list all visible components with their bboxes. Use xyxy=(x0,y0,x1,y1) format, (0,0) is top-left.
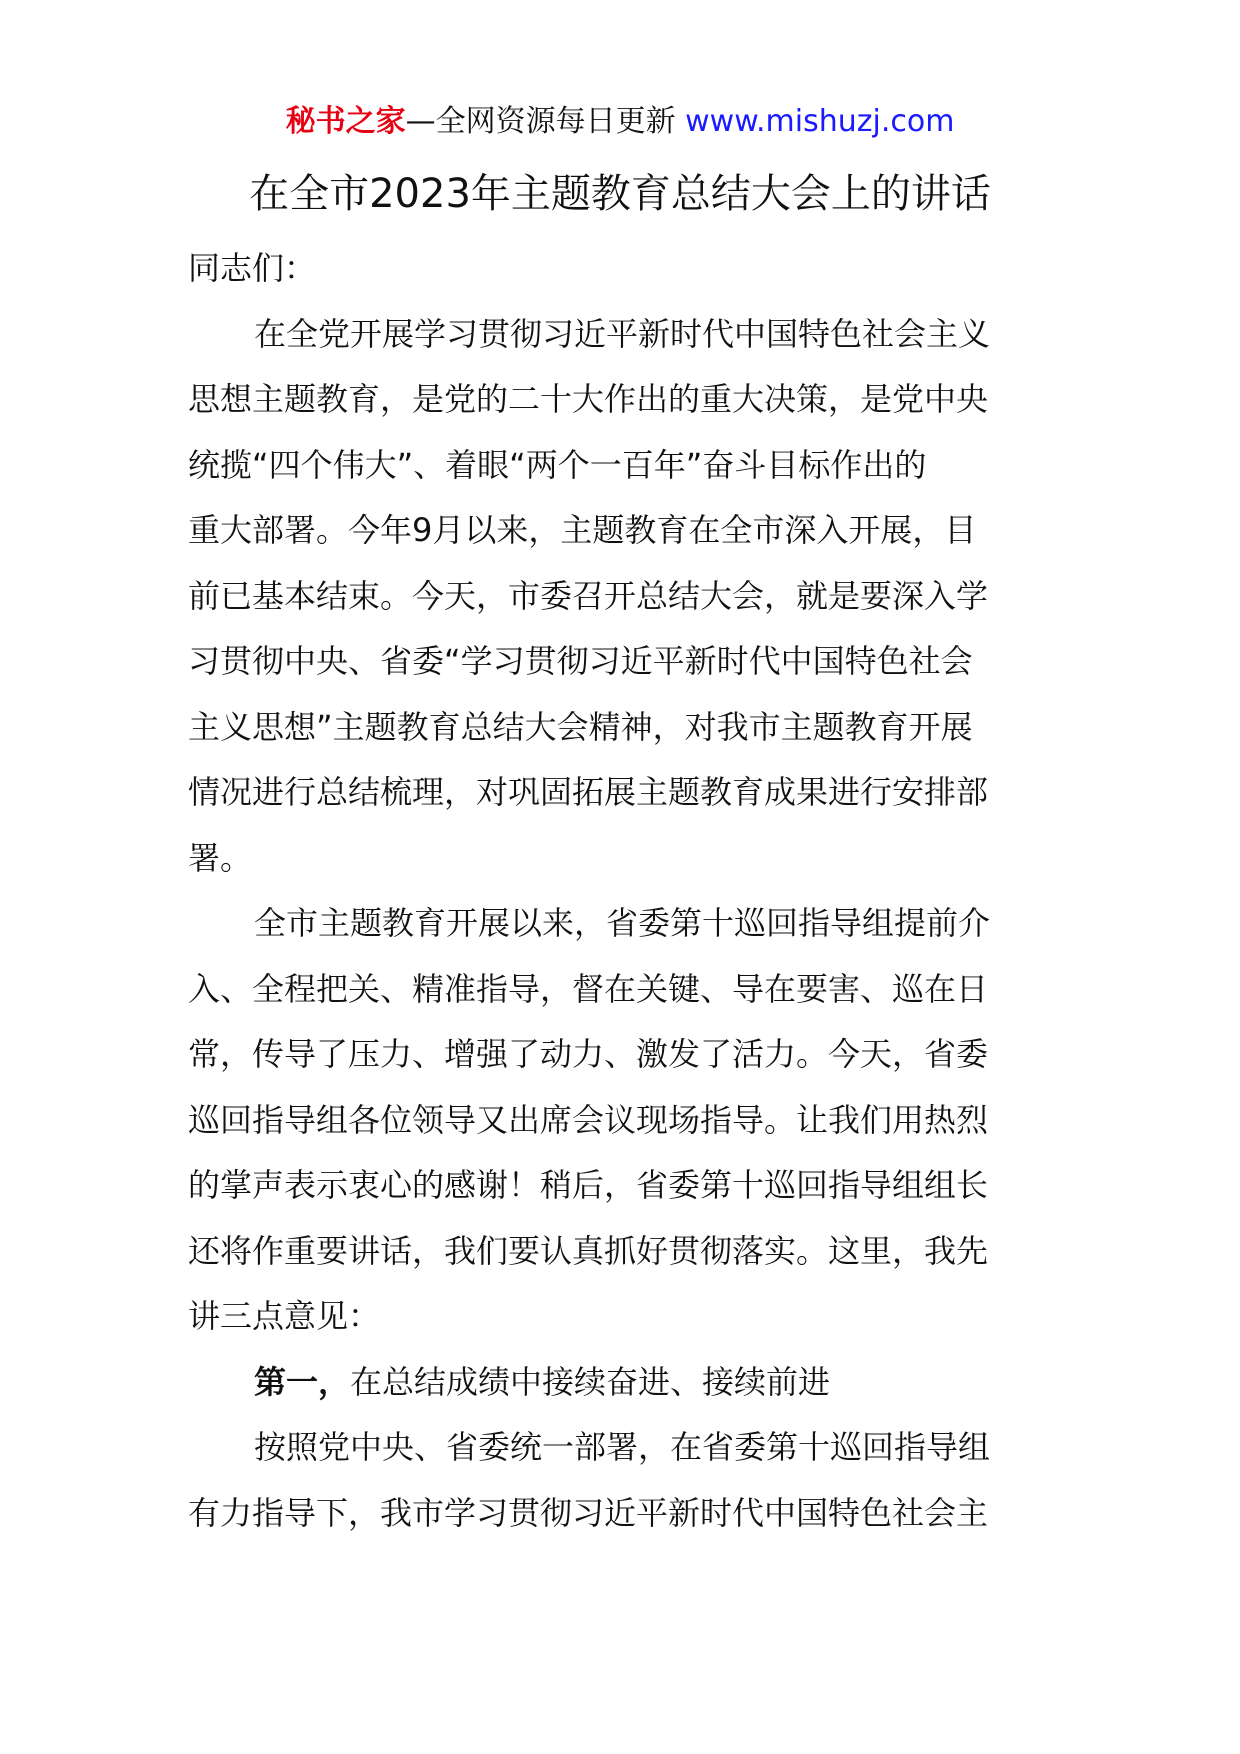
paragraph-line: 重大部署。今年9月以来，主题教育在全市深入开展，目 xyxy=(188,511,977,549)
document-title: 在全市2023年主题教育总结大会上的讲话 xyxy=(249,171,991,217)
paragraph-line: 巡回指导组各位领导又出席会议现场指导。让我们用热烈 xyxy=(188,1100,989,1139)
document-body xyxy=(188,236,1058,1546)
paragraph-line: 讲三点意见： xyxy=(188,1297,381,1335)
paragraph-line: 还将作重要讲话，我们要认真抓好贯彻落实。这里，我先 xyxy=(188,1231,989,1270)
paragraph-line: 全市主题教育开展以来，省委第十巡回指导组提前介 xyxy=(254,904,991,942)
paragraph-line: 的掌声表示衷心的感谢！稍后，省委第十巡回指导组组长 xyxy=(188,1166,989,1204)
paragraph-line: 情况进行总结梳理，对巩固拓展主题教育成果进行安排部 xyxy=(188,773,989,811)
paragraph-line: 署。 xyxy=(188,838,253,877)
section-heading xyxy=(188,1350,1058,1416)
paragraph-line: 前已基本结束。今天，市委召开总结大会，就是要深入学 xyxy=(188,576,989,615)
paragraph-line: 按照党中央、省委统一部署，在省委第十巡回指导组 xyxy=(254,1428,991,1466)
paragraph-line: 思想主题教育，是党的二十大作出的重大决策，是党中央 xyxy=(188,380,989,418)
site-tagline: —全网资源每日更新 xyxy=(405,104,686,139)
paragraph-line: 有力指导下，我市学习贯彻习近平新时代中国特色社会主 xyxy=(188,1493,989,1532)
site-header xyxy=(0,100,1240,144)
salutation: 同志们： xyxy=(188,249,317,287)
section-heading-text: 在总结成绩中接续奋进、接续前进 xyxy=(350,1362,831,1401)
paragraph-line: 常，传导了压力、增强了动力、激发了活力。今天，省委 xyxy=(188,1035,989,1073)
paragraph-line: 在全党开展学习贯彻习近平新时代中国特色社会主义 xyxy=(254,314,991,353)
paragraph-line: 入、全程把关、精准指导，督在关键、导在要害、巡在日 xyxy=(188,969,989,1008)
site-url-link[interactable]: www.mishuzj.com xyxy=(685,104,955,139)
paragraph-line: 统揽“四个伟大”、着眼“两个一百年”奋斗目标作出的 xyxy=(188,445,927,484)
paragraph-line: 习贯彻中央、省委“学习贯彻习近平新时代中国特色社会 xyxy=(188,642,973,680)
site-brand: 秘书之家 xyxy=(285,104,406,139)
paragraph-line: 主义思想”主题教育总结大会精神，对我市主题教育开展 xyxy=(188,707,973,746)
section-number: 第一， xyxy=(254,1362,351,1401)
